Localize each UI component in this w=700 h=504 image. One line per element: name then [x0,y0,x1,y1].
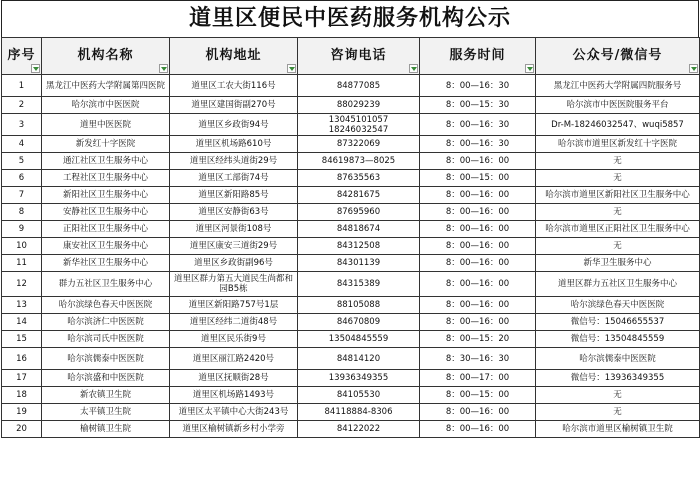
institution-name[interactable]: 群力五社区卫生服务中心 [42,272,170,297]
header-no: 序号 [2,38,42,75]
service-hours[interactable]: 8：00—16：00 [420,238,536,255]
institution-address[interactable]: 道里区民乐街9号 [170,331,298,348]
service-hours[interactable]: 8：00—16：00 [420,297,536,314]
wechat-account[interactable]: 无 [536,404,700,421]
service-hours[interactable]: 8：00—16：00 [420,272,536,297]
table-row [2,238,700,255]
row-number[interactable]: 17 [2,370,42,387]
institution-address[interactable]: 道里区机场路610号 [170,136,298,153]
row-number[interactable]: 6 [2,170,42,187]
contact-phone[interactable]: 87322069 [298,136,420,153]
contact-phone[interactable]: 84301139 [298,255,420,272]
table-row [2,255,700,272]
institution-name[interactable]: 新发红十字医院 [42,136,170,153]
table-row [2,370,700,387]
service-hours[interactable]: 8：00—17：00 [420,370,536,387]
institution-address[interactable]: 道里区河景街108号 [170,221,298,238]
table-body [2,75,700,438]
filter-dropdown-icon[interactable] [287,64,296,73]
institution-name[interactable]: 哈尔滨司氏中医医院 [42,331,170,348]
row-number[interactable]: 12 [2,272,42,297]
row-number[interactable]: 4 [2,136,42,153]
filter-dropdown-icon[interactable] [409,64,418,73]
row-number[interactable]: 20 [2,421,42,438]
contact-phone[interactable]: 84670809 [298,314,420,331]
institution-address[interactable]: 道里区丽江路2420号 [170,348,298,370]
service-hours[interactable]: 8：00—15：20 [420,331,536,348]
service-hours[interactable]: 8：00—16：30 [420,136,536,153]
table-row [2,114,700,136]
wechat-account[interactable]: 哈尔滨市中医医院服务平台 [536,97,700,114]
contact-phone[interactable]: 84118884-8306 [298,404,420,421]
wechat-account[interactable]: 微信号：13936349355 [536,370,700,387]
wechat-account[interactable]: 无 [536,204,700,221]
wechat-account[interactable]: 新华卫生服务中心 [536,255,700,272]
contact-phone[interactable]: 88105088 [298,297,420,314]
wechat-account[interactable]: Dr-M-18246032547、wuqi5857 [536,114,700,136]
service-hours[interactable]: 8：00—15：00 [420,387,536,404]
contact-phone[interactable]: 84122022 [298,421,420,438]
wechat-account[interactable]: 哈尔滨市道里区新发红十字医院 [536,136,700,153]
header-row [2,38,700,75]
institution-name[interactable]: 太平镇卫生院 [42,404,170,421]
row-number[interactable]: 3 [2,114,42,136]
institution-name[interactable]: 通江社区卫生服务中心 [42,153,170,170]
table-row [2,404,700,421]
contact-phone[interactable]: 13045101057 18246032547 [298,114,420,136]
wechat-account[interactable]: 哈尔滨绿色春天中医医院 [536,297,700,314]
institution-address[interactable]: 道里区新阳路757号1层 [170,297,298,314]
wechat-account[interactable]: 哈尔滨市道里区正阳社区卫生服务中心 [536,221,700,238]
institution-address[interactable]: 道里区经纬头道街29号 [170,153,298,170]
contact-phone[interactable]: 87695960 [298,204,420,221]
institution-address[interactable]: 道里区抚顺街28号 [170,370,298,387]
row-number[interactable]: 2 [2,97,42,114]
table-row [2,187,700,204]
service-hours[interactable]: 8：00—15：00 [420,170,536,187]
institution-address[interactable]: 道里区群力第五大道民生尚都和园B5栋 [170,272,298,297]
table-row [2,421,700,438]
table-row [2,204,700,221]
row-number[interactable]: 10 [2,238,42,255]
header-phone: 咨询电话 [298,38,420,75]
contact-phone[interactable]: 84818674 [298,221,420,238]
header-hours: 服务时间 [420,38,536,75]
sheet-title: 道里区便民中医药服务机构公示 [1,0,699,37]
institution-name[interactable]: 哈尔滨儒泰中医医院 [42,348,170,370]
table-row [2,314,700,331]
row-number[interactable]: 14 [2,314,42,331]
institution-address[interactable]: 道里区建国街副270号 [170,97,298,114]
institution-name[interactable]: 哈尔滨市中医医院 [42,97,170,114]
table-row [2,387,700,404]
table-row [2,331,700,348]
wechat-account[interactable]: 哈尔滨市道里区榆树镇卫生院 [536,421,700,438]
table-row [2,221,700,238]
contact-phone[interactable]: 13504845559 [298,331,420,348]
spreadsheet [1,0,699,438]
filter-dropdown-icon[interactable] [689,64,698,73]
service-hours[interactable]: 8：00—16：00 [420,255,536,272]
institution-name[interactable]: 新华社区卫生服务中心 [42,255,170,272]
service-hours[interactable]: 8：00—16：00 [420,314,536,331]
row-number[interactable]: 5 [2,153,42,170]
wechat-account[interactable]: 无 [536,387,700,404]
service-hours[interactable]: 8：00—16：00 [420,153,536,170]
header-name: 机构名称 [42,38,170,75]
table-row [2,75,700,97]
institution-address[interactable]: 道里区新阳路85号 [170,187,298,204]
contact-phone[interactable]: 13936349355 [298,370,420,387]
service-hours[interactable]: 8：00—16：00 [420,187,536,204]
contact-phone[interactable]: 84315389 [298,272,420,297]
wechat-account[interactable]: 无 [536,238,700,255]
filter-dropdown-icon[interactable] [159,64,168,73]
row-number[interactable]: 8 [2,204,42,221]
header-wechat: 公众号/微信号 [536,38,700,75]
row-number[interactable]: 1 [2,75,42,97]
table-row [2,97,700,114]
table-row [2,136,700,153]
contact-phone[interactable]: 84281675 [298,187,420,204]
institution-address[interactable]: 道里区经纬二道街48号 [170,314,298,331]
wechat-account[interactable]: 微信号：13504845559 [536,331,700,348]
institution-name[interactable]: 安静社区卫生服务中心 [42,204,170,221]
institution-address[interactable]: 道里区榆树镇新乡村小学旁 [170,421,298,438]
row-number[interactable]: 9 [2,221,42,238]
table-row [2,153,700,170]
contact-phone[interactable]: 87635563 [298,170,420,187]
contact-phone[interactable]: 84312508 [298,238,420,255]
wechat-account[interactable]: 无 [536,170,700,187]
row-number[interactable]: 13 [2,297,42,314]
institution-address[interactable]: 道里区康安三道街29号 [170,238,298,255]
institution-name[interactable]: 工程社区卫生服务中心 [42,170,170,187]
institution-name[interactable]: 新阳社区卫生服务中心 [42,187,170,204]
institution-address[interactable]: 道里区乡政街94号 [170,114,298,136]
institution-name[interactable]: 康安社区卫生服务中心 [42,238,170,255]
institution-address[interactable]: 道里区太平镇中心大街243号 [170,404,298,421]
table-row [2,272,700,297]
table-row [2,348,700,370]
wechat-account[interactable]: 无 [536,153,700,170]
contact-phone[interactable]: 84877085 [298,75,420,97]
institution-address[interactable]: 道里区乡政街副96号 [170,255,298,272]
service-hours[interactable]: 8：00—16：30 [420,114,536,136]
institution-name[interactable]: 道里中医医院 [42,114,170,136]
service-hours[interactable]: 8：00—16：00 [420,421,536,438]
service-hours[interactable]: 8：00—15：30 [420,97,536,114]
institution-name[interactable]: 哈尔滨绿色春天中医医院 [42,297,170,314]
institution-name[interactable]: 榆树镇卫生院 [42,421,170,438]
row-number[interactable]: 16 [2,348,42,370]
institution-address[interactable]: 道里区安静街63号 [170,204,298,221]
wechat-account[interactable]: 哈尔滨市道里区新阳社区卫生服务中心 [536,187,700,204]
filter-dropdown-icon[interactable] [31,64,40,73]
institution-name[interactable]: 新农镇卫生院 [42,387,170,404]
institution-name[interactable]: 正阳社区卫生服务中心 [42,221,170,238]
contact-phone[interactable]: 84814120 [298,348,420,370]
institution-name[interactable]: 哈尔滨济仁中医医院 [42,314,170,331]
row-number[interactable]: 18 [2,387,42,404]
service-hours[interactable]: 8：00—16：00 [420,404,536,421]
row-number[interactable]: 7 [2,187,42,204]
institution-address[interactable]: 道里区工部街74号 [170,170,298,187]
institution-table [1,37,700,438]
filter-dropdown-icon[interactable] [525,64,534,73]
contact-phone[interactable]: 84619873—8025 [298,153,420,170]
wechat-account[interactable]: 微信号：15046655537 [536,314,700,331]
service-hours[interactable]: 8：00—16：00 [420,204,536,221]
table-row [2,297,700,314]
service-hours[interactable]: 8：30—16：30 [420,348,536,370]
service-hours[interactable]: 8：00—16：30 [420,75,536,97]
institution-address[interactable]: 道里区机场路1493号 [170,387,298,404]
wechat-account[interactable]: 道里区群力五社区卫生服务中心 [536,272,700,297]
institution-address[interactable]: 道里区工农大街116号 [170,75,298,97]
contact-phone[interactable]: 88029239 [298,97,420,114]
institution-name[interactable]: 哈尔滨盛和中医医院 [42,370,170,387]
service-hours[interactable]: 8：00—16：00 [420,221,536,238]
institution-name[interactable]: 黑龙江中医药大学附属第四医院 [42,75,170,97]
contact-phone[interactable]: 84105530 [298,387,420,404]
header-address: 机构地址 [170,38,298,75]
row-number[interactable]: 19 [2,404,42,421]
wechat-account[interactable]: 哈尔滨儒泰中医医院 [536,348,700,370]
row-number[interactable]: 15 [2,331,42,348]
wechat-account[interactable]: 黑龙江中医药大学附属四院服务号 [536,75,700,97]
row-number[interactable]: 11 [2,255,42,272]
table-row [2,170,700,187]
